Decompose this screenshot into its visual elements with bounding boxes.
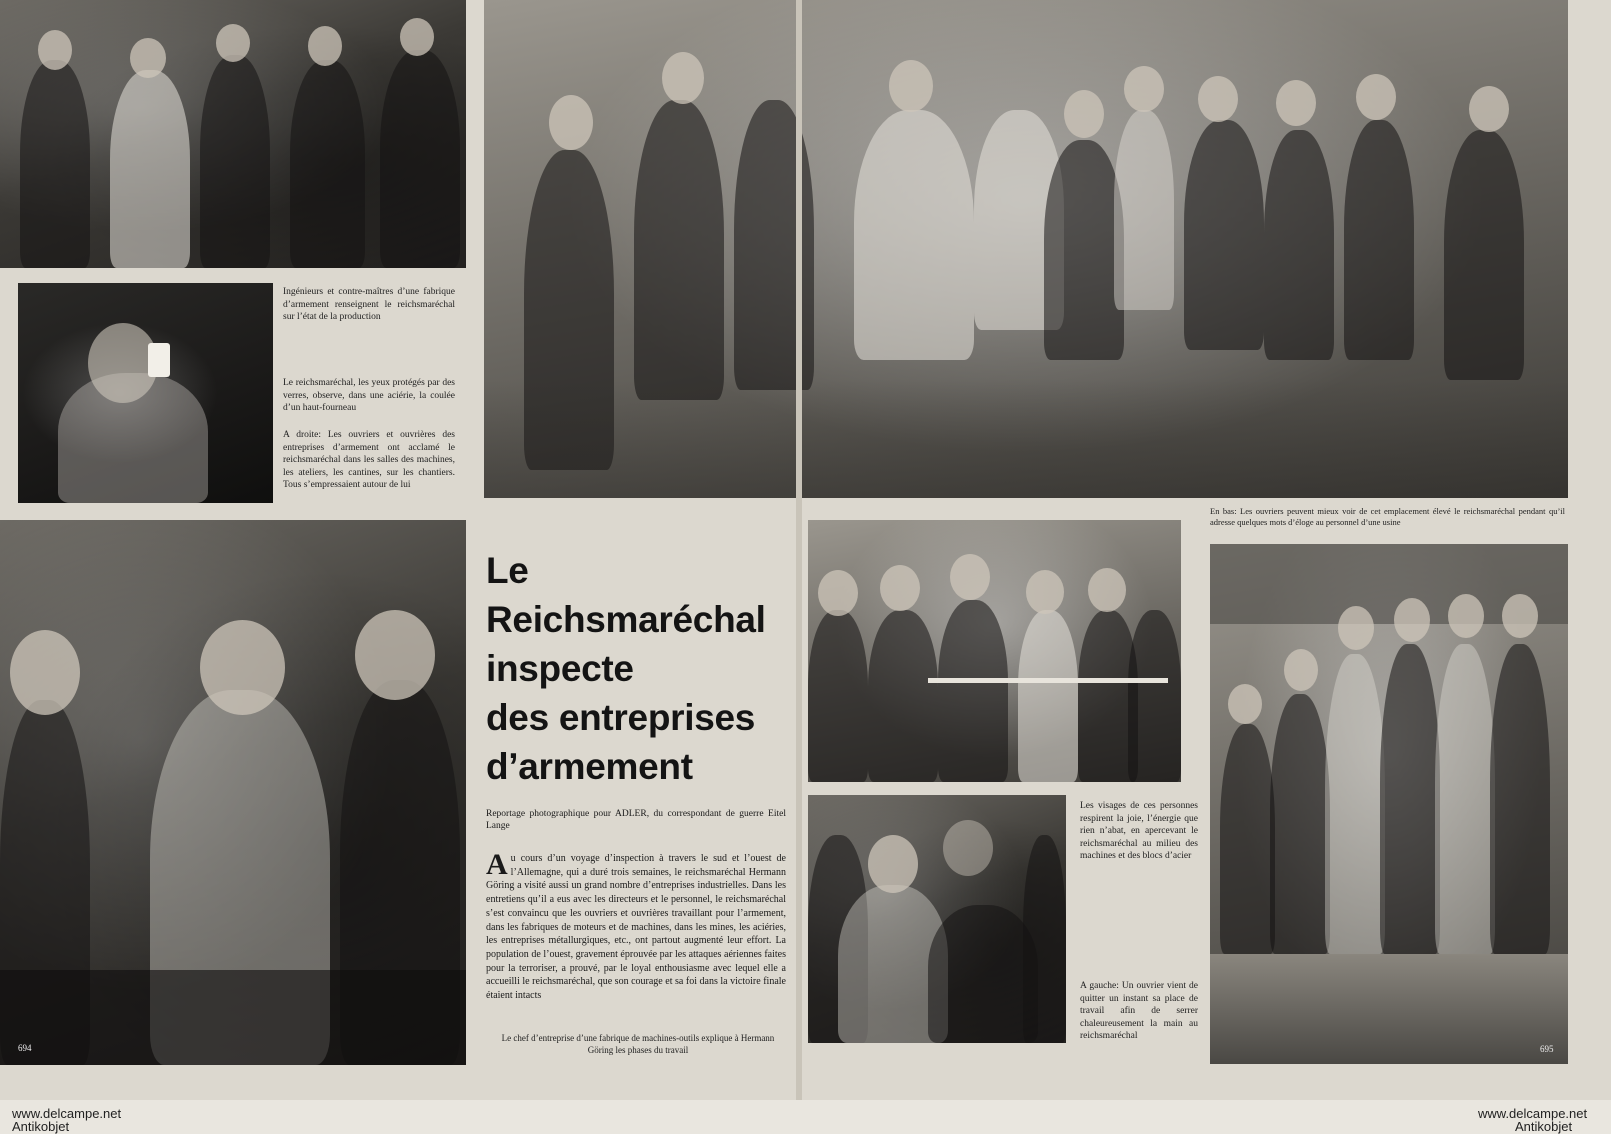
caption-right: A droite: Les ouvriers et ouvrières des entreprises d’armement ont acclamé le reichsmaréchal dans les salles des machines, les ateliers, les cantines, sur les chantiers. Tous s’empressaient autour de lui bbox=[283, 430, 455, 490]
page-gutter bbox=[796, 0, 802, 1100]
photo-workers-cheering bbox=[484, 0, 1568, 498]
footer-left-shop[interactable]: Antikobjet bbox=[12, 1119, 70, 1134]
footer-right-site[interactable]: www.delcampe.net bbox=[1478, 1106, 1588, 1121]
photo-handshake-worker bbox=[808, 795, 1066, 1043]
photo-machine-tools-chief bbox=[0, 520, 466, 1065]
caption-below: En bas: Les ouvriers peuvent mieux voir de cet emplacement élevé le reichsmaréchal pendant qu’il adresse quelques mots d’éloge au personnel d’une usine bbox=[1210, 506, 1565, 527]
footer-left-site[interactable]: www.delcampe.net bbox=[12, 1106, 122, 1121]
headline-line-3: inspecte bbox=[486, 648, 634, 689]
article-body bbox=[486, 848, 786, 1003]
footer-right-shop[interactable]: Antikobjet bbox=[1515, 1119, 1573, 1134]
photo-officers-crowd bbox=[0, 0, 466, 268]
photo-workers-on-platform bbox=[1210, 544, 1568, 1064]
caption-faces: Les visages de ces personnes respirent la joie, l’énergie que rien n’abat, en apercevant le reichsmaréchal au milieu des machines et des blocs d’acier bbox=[1080, 801, 1198, 861]
caption-left: A gauche: Un ouvrier vient de quitter un instant sa place de travail afin de serrer chaleureusement la main au reichsmaréchal bbox=[1080, 981, 1198, 1041]
photo-marshal-goggles bbox=[18, 283, 273, 503]
drop-cap: A bbox=[486, 848, 508, 881]
headline-line-1: Le bbox=[486, 550, 529, 591]
headline-line-5: d’armement bbox=[486, 746, 693, 787]
headline-line-4: des entreprises bbox=[486, 697, 756, 738]
page-number-right: 695 bbox=[1540, 1044, 1554, 1054]
headline-line-2: Reichsmaréchal bbox=[486, 599, 766, 640]
page-number-left: 694 bbox=[18, 1043, 32, 1053]
photo-credit: Reportage photographique pour ADLER, du correspondant de guerre Eitel Lange bbox=[486, 809, 786, 831]
headline bbox=[486, 546, 786, 791]
photo-women-workers-smiling bbox=[808, 520, 1181, 782]
caption-goggles: Le reichsmaréchal, les yeux protégés par des verres, observe, dans une aciérie, la coulée d’un haut-fourneau bbox=[283, 378, 455, 413]
article-text: u cours d’un voyage d’inspection à travers le sud et l’ouest de l’Allemagne, qui a duré trois semaines, le reichsmaréchal Hermann Göring a visité aussi un grand nombre d’entreprises industrielles. Dans les entretiens qu’il a eus avec les directeurs et le personnel, le reichsmaréchal s’est convaincu que les ouvriers et ouvrières travaillant pour l’armement, dans les fabriques de moteurs et de machines, dans les mines, les aciéries, les entreprises métallurgiques, etc., ont partout augmenté leur effort. La population de l’ouest, gravement éprouvée par les attaques aériennes faites pour la terroriser, a prouvé, par le loyal enthousiasme avec lequel elle a accueilli le reichsmaréchal, que son courage et sa foi dans la victoire finale étaient intacts bbox=[486, 853, 786, 1002]
caption-engineers: Ingénieurs et contre-maîtres d’une fabrique d’armement renseignent le reichsmaréchal sur l’état de la production bbox=[283, 287, 455, 322]
caption-machine-tools: Le chef d’entreprise d’une fabrique de machines-outils explique à Hermann Göring les phases du travail bbox=[501, 1033, 775, 1055]
